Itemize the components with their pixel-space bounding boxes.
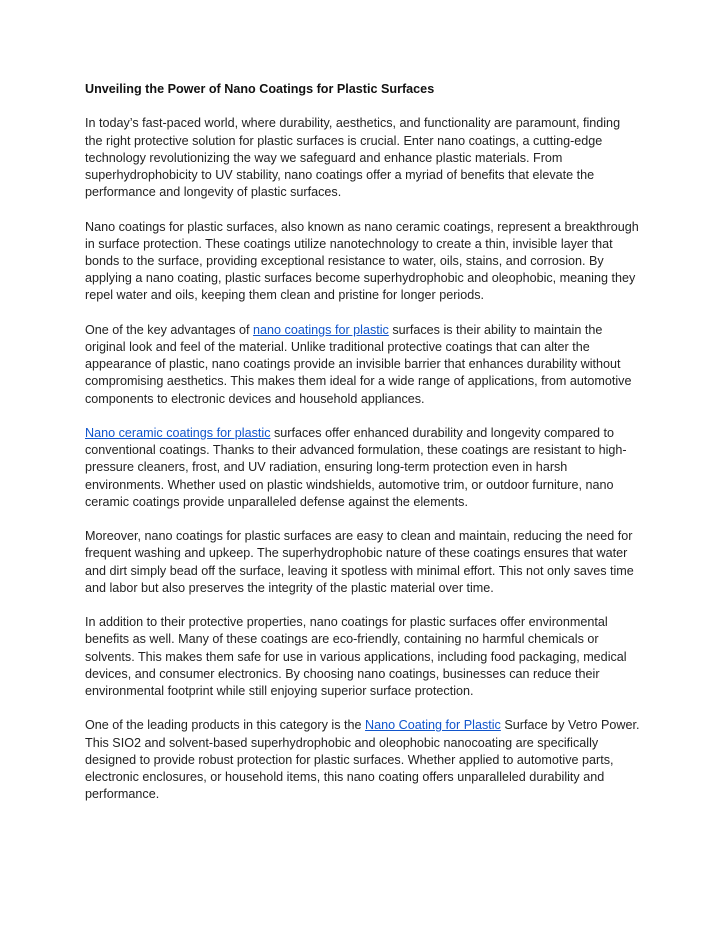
link-nano-ceramic-coatings-for-plastic[interactable]: Nano ceramic coatings for plastic	[85, 426, 271, 440]
link-nano-coating-for-plastic[interactable]: Nano Coating for Plastic	[365, 718, 501, 733]
paragraph-text: surfaces offer enhanced durability and longevity compared to conventional coatings. Thanks to their advanced formulation, these coatings are resistant to high-pressure cleaners, frost, and UV radiation, ensuring long-term protection even in harsh environments. Whether used on plastic windshields, automotive trim, or outdoor furniture, nano ceramic coatings provide unparalleled defense against the elements.	[85, 426, 627, 509]
paragraph-text: One of the key advantages of	[85, 322, 254, 337]
paragraph-text: One of the leading products in this category is the	[85, 718, 366, 733]
paragraph-text: Surface by Vetro Power. This SIO2 and solvent-based superhydrophobic and oleophobic nanocoating are specifically designed to provide robust protection for plastic surfaces. Whether applied to automotive parts, electronic enclosures, or household items, this nano coating offers unparalleled durability and performance.	[85, 718, 640, 802]
paragraph-environmental-benefits: In addition to their protective properties, nano coatings for plastic surfaces offer environmental benefits as well. Many of these coatings are eco-friendly, containing no harmful chemicals or solvents. This makes them safe for use in various applications, including food packaging, medical devices, and consumer electronics. By choosing nano coatings, businesses can reduce their environmental footprint while still enjoying superior surface protection.	[85, 615, 627, 699]
paragraph-easy-cleaning: Moreover, nano coatings for plastic surfaces are easy to clean and maintain, reducing the need for frequent washing and upkeep. The superhydrophobic nature of these coatings ensures that water and dirt simply bead off the surface, leaving it spotless with minimal effort. This not only saves time and labor but also preserves the integrity of the plastic material over time.	[85, 529, 634, 595]
paragraph-key-advantages	[85, 322, 641, 408]
document-title: Unveiling the Power of Nano Coatings for Plastic Surfaces	[85, 82, 435, 96]
paragraph-intro: In today’s fast-paced world, where durability, aesthetics, and functionality are paramount, finding the right protective solution for plastic surfaces is crucial. Enter nano coatings, a cutting-edge technology revolutionizing the way we safeguard and enhance plastic materials. From superhydrophobicity to UV stability, nano coatings offer a myriad of benefits that elevate the performance and longevity of plastic surfaces.	[85, 116, 621, 200]
paragraph-text: surfaces is their ability to maintain the original look and feel of the material. Unlike traditional protective coatings that can alter the appearance of plastic, nano coatings provide an invisible barrier that enhances durability without compromising aesthetics. This makes them ideal for a wide range of applications, from automotive components to electronic devices and household appliances.	[85, 322, 632, 406]
paragraph-durability	[85, 425, 641, 511]
link-nano-coatings-for-plastic[interactable]: nano coatings for plastic	[253, 322, 389, 337]
document-page	[85, 81, 641, 821]
paragraph-leading-products	[85, 717, 641, 803]
paragraph-nano-coatings-definition: Nano coatings for plastic surfaces, also known as nano ceramic coatings, represent a breakthrough in surface protection. These coatings utilize nanotechnology to create a thin, invisible layer that bonds to the surface, providing exceptional resistance to water, oils, stains, and corrosion. By applying a nano coating, plastic surfaces become superhydrophobic and oleophobic, meaning they repel water and oils, keeping them clean and pristine for longer periods.	[85, 219, 639, 303]
